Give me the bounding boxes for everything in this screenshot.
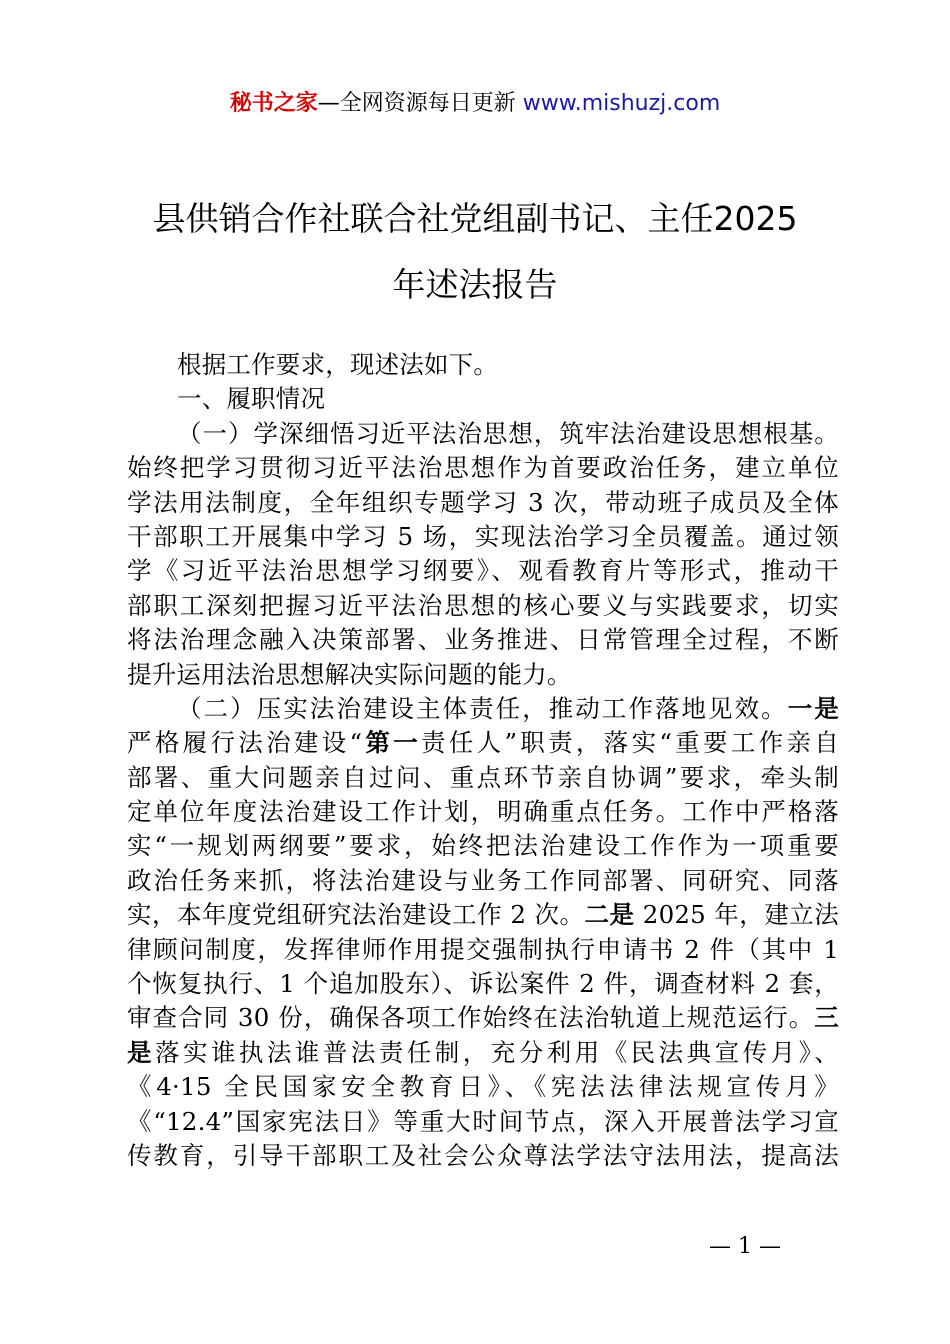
text-segment: 定单位年度法治建设工作计划，明确重点任务。工作中严格落: [127, 797, 839, 827]
paragraph-line: [127, 1036, 839, 1070]
bold-text-segment: 是: [127, 1037, 155, 1067]
paragraph-line: [127, 451, 839, 485]
paragraph-line: [127, 382, 839, 416]
paragraph-line: [127, 348, 839, 382]
text-segment: 个恢复执行、1 个追加股东）、诉讼案件 2 件，调查材料 2 套，: [127, 969, 839, 999]
text-segment: 根据工作要求，现述法如下。: [177, 350, 499, 379]
document-title: [120, 186, 830, 318]
text-segment: 一、履职情况: [177, 384, 326, 414]
text-segment: 始终把学习贯彻习近平法治思想作为首要政治任务，建立单位: [127, 453, 839, 483]
site-header: [0, 88, 950, 120]
paragraph-line: [127, 589, 839, 623]
text-segment: 实，本年度党组研究法治建设工作 2 次。: [127, 900, 585, 930]
paragraph-line: [127, 692, 839, 726]
title-line: 县供销合作社联合社党组副书记、主任2025: [152, 199, 798, 238]
paragraph-line: [127, 1105, 839, 1139]
text-segment: 提升运用法治思想解决实际问题的能力。: [127, 659, 572, 689]
text-segment: 学法用法制度，全年组织专题学习 3 次，带动班子成员及全体: [127, 487, 839, 517]
text-segment: 传教育，引导干部职工及社会公众尊法学法守法用法，提高法: [127, 1140, 839, 1170]
paragraph-line: [127, 726, 839, 760]
paragraph-line: [127, 1001, 839, 1035]
paragraph-line: [127, 417, 839, 451]
text-segment: （二）压实法治建设主体责任，推动工作落地见效。: [177, 693, 788, 723]
text-segment: 责任人”职责，落实“重要工作亲自: [421, 728, 840, 758]
paragraph-line: [127, 967, 839, 1001]
text-segment: 2025 年，建立法: [634, 900, 839, 930]
page-number: — 1 —: [709, 1234, 781, 1259]
text-segment: 《4·15 全民国家安全教育日》、《宪法法律法规宣传月》: [127, 1072, 839, 1102]
paragraph-line: [127, 864, 839, 898]
text-segment: 律顾问制度，发挥律师作用提交强制执行申请书 2 件（其中 1: [127, 934, 839, 964]
paragraph-line: [127, 795, 839, 829]
bold-text-segment: 一是: [787, 693, 839, 723]
paragraph-line: [127, 520, 839, 554]
text-segment: 《“12.4”国家宪法日》等重大时间节点，深入开展普法学习宣: [127, 1106, 839, 1136]
site-url-link[interactable]: www.mishuzj.com: [522, 91, 721, 116]
paragraph-line: [127, 829, 839, 863]
paragraph-line: [127, 623, 839, 657]
document-body: [127, 348, 839, 1173]
text-segment: 学《习近平法治思想学习纲要》、观看教育片等形式，推动干: [127, 556, 839, 586]
bold-text-segment: 第一: [362, 728, 422, 758]
text-segment: 政治任务来抓，将法治建设与业务工作同部署、同研究、同落: [127, 865, 839, 895]
bold-text-segment: 二是: [584, 900, 635, 930]
brand-name: 秘书之家: [229, 91, 318, 116]
paragraph-line: [127, 1070, 839, 1104]
text-segment: 部职工深刻把握习近平法治思想的核心要义与实践要求，切实: [127, 590, 839, 620]
paragraph-line: [127, 898, 839, 932]
paragraph-line: [127, 761, 839, 795]
paragraph-line: [127, 486, 839, 520]
text-segment: 审查合同 30 份，确保各项工作始终在法治轨道上规范运行。: [127, 1003, 815, 1033]
text-segment: 部署、重大问题亲自过问、重点环节亲自协调”要求，牵头制: [127, 762, 839, 792]
title-line: 年述法报告: [392, 265, 558, 304]
text-segment: 实“一规划两纲要”要求，始终把法治建设工作作为一项重要: [127, 831, 839, 861]
paragraph-line: [127, 1139, 839, 1173]
text-segment: 将法治理念融入决策部署、业务推进、日常管理全过程，不断: [127, 625, 839, 655]
bold-text-segment: 三: [814, 1003, 839, 1033]
paragraph-line: [127, 933, 839, 967]
text-segment: 严格履行法治建设“: [127, 728, 363, 758]
paragraph-line: [127, 554, 839, 588]
text-segment: （一）学深细悟习近平法治思想，筑牢法治建设思想根基。: [177, 418, 839, 448]
text-segment: 干部职工开展集中学习 5 场，实现法治学习全员覆盖。通过领: [127, 521, 839, 551]
paragraph-line: [127, 658, 839, 692]
site-tagline: —全网资源每日更新: [317, 91, 523, 116]
text-segment: 落实谁执法谁普法责任制，充分利用《民法典宣传月》、: [154, 1037, 839, 1067]
